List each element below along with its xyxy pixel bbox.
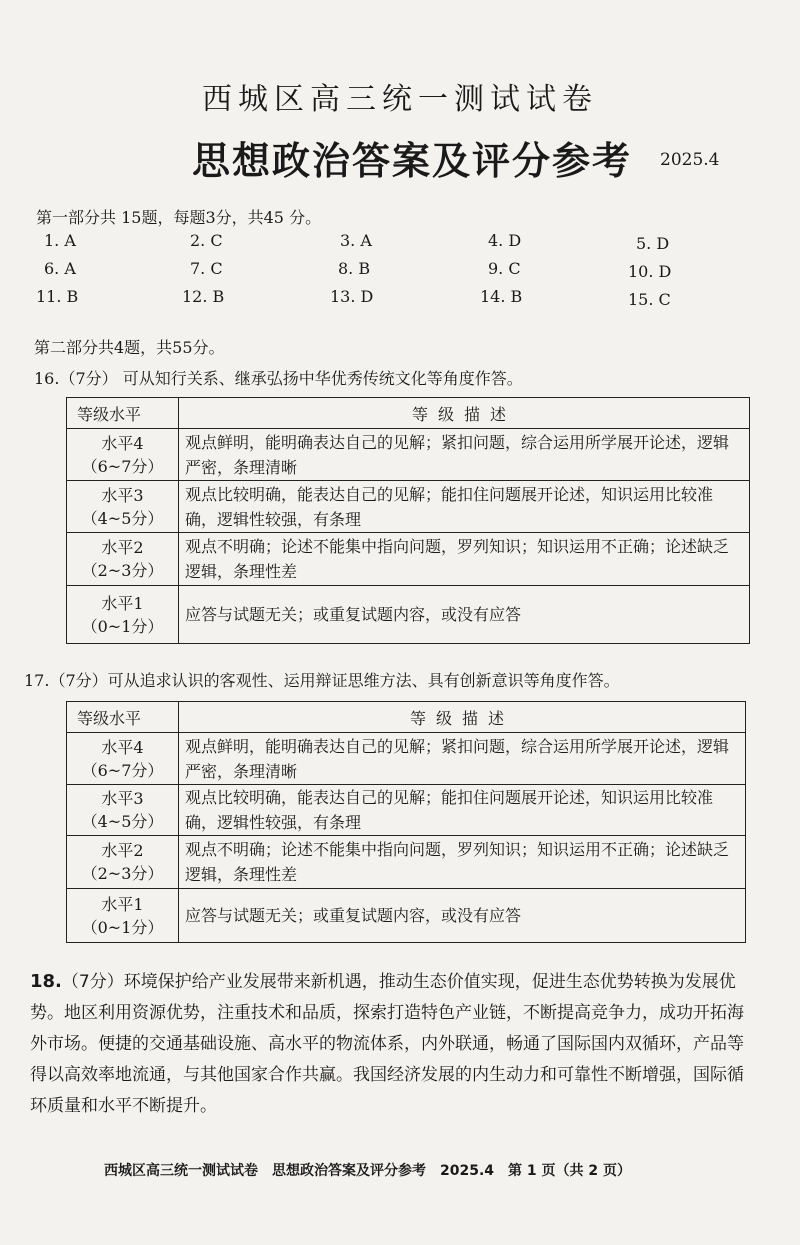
description-cell: 应答与试题无关；或重复试题内容，或没有应答: [179, 586, 750, 644]
level-score: （0~1分）: [81, 917, 164, 937]
level-name: 水平4: [101, 737, 144, 757]
exam-date: 2025.4: [660, 150, 720, 170]
answer-item: 5. D: [636, 234, 670, 253]
table-row: [67, 785, 746, 836]
answer-item: 10. D: [628, 262, 672, 281]
level-cell: [67, 481, 179, 533]
level-name: 水平4: [101, 433, 144, 453]
table-row: [67, 836, 746, 889]
answer-item: 9. C: [488, 259, 521, 278]
answer-item: 1. A: [44, 231, 76, 250]
level-cell: [67, 733, 179, 785]
level-score: （2~3分）: [81, 864, 164, 883]
table-row: [67, 533, 750, 586]
school-exam-title: 西城区高三统一测试试卷: [202, 82, 598, 117]
level-cell: [67, 586, 179, 644]
answer-item: 7. C: [190, 259, 223, 278]
level-name: 水平2: [101, 841, 144, 860]
level-score: （2~3分）: [81, 561, 164, 580]
question-18-text: （7分）环境保护给产业发展带来新机遇，推动生态价值实现，促进生态优势转换为发展优势。地区利用资源优势，注重技术和品质，探索打造特色产业链，不断提高竞争力，成功开拓海外市场。便捷的交通基础设施、高水平的物流体系，内外联通，畅通了国际国内双循环，产品等得以高效率地流通，与其他国家合作共赢。我国经济发展的内生动力和可靠性不断增强，国际循环质量和水平不断提升。: [30, 972, 744, 1116]
description-cell: 观点鲜明，能明确表达自己的见解；紧扣问题，综合运用所学展开论述，逻辑严密，条理清晰: [179, 429, 750, 481]
description-cell: 观点不明确；论述不能集中指向问题，罗列知识；知识运用不正确；论述缺乏逻辑，条理性差: [179, 533, 750, 586]
level-cell: [67, 889, 179, 943]
level-score: （4~5分）: [81, 812, 164, 831]
level-score: （0~1分）: [81, 616, 164, 636]
table-row: [67, 889, 746, 943]
description-cell: 观点比较明确，能表达自己的见解；能扣住问题展开论述，知识运用比较准确，逻辑性较强，有条理: [179, 785, 746, 836]
table-header-row: [67, 702, 746, 733]
level-name: 水平1: [101, 894, 144, 914]
column-header-description: 等级描述: [179, 398, 750, 429]
answer-item: 15. C: [628, 290, 671, 309]
page-footer: 西城区高三统一测试试卷 思想政治答案及评分参考 2025.4 第 1 页（共 2 页）: [104, 1163, 632, 1179]
answer-item: 6. A: [44, 259, 76, 278]
level-cell: [67, 429, 179, 481]
answer-item: 8. B: [338, 259, 371, 278]
description-cell: 应答与试题无关；或重复试题内容，或没有应答: [179, 889, 746, 943]
question-17-heading: 17.（7分）可从追求认识的客观性、运用辩证思维方法、具有创新意识等角度作答。: [24, 671, 620, 690]
level-name: 水平2: [101, 538, 144, 557]
question-18-answer: [30, 966, 750, 1122]
page-title: 思想政治答案及评分参考: [192, 139, 633, 183]
table-row: [67, 429, 750, 481]
level-cell: [67, 785, 179, 836]
column-header-level: 等级水平: [67, 398, 179, 429]
description-cell: 观点比较明确，能表达自己的见解；能扣住问题展开论述，知识运用比较准确，逻辑性较强，有条理: [179, 481, 750, 533]
answer-item: 4. D: [488, 231, 522, 250]
rubric-table-q16: [66, 397, 750, 644]
level-score: （4~5分）: [81, 508, 164, 528]
answer-item: 13. D: [330, 287, 374, 306]
table-row: [67, 733, 746, 785]
answer-item: 12. B: [182, 287, 225, 306]
answer-item: 2. C: [190, 231, 223, 250]
question-16-heading: 16.（7分） 可从知行关系、继承弘扬中华优秀传统文化等角度作答。: [34, 369, 523, 388]
answer-item: 14. B: [480, 287, 523, 306]
question-18-number: 18.: [30, 971, 62, 992]
level-cell: [67, 836, 179, 889]
table-header-row: [67, 398, 750, 429]
level-cell: [67, 533, 179, 586]
answer-item: 11. B: [36, 287, 79, 306]
column-header-level: 等级水平: [67, 702, 179, 733]
rubric-table-q17: [66, 701, 746, 943]
description-cell: 观点鲜明，能明确表达自己的见解；紧扣问题，综合运用所学展开论述，逻辑严密，条理清晰: [179, 733, 746, 785]
answer-item: 3. A: [340, 231, 372, 250]
table-row: [67, 586, 750, 644]
column-header-description: 等级描述: [179, 702, 746, 733]
part1-intro: 第一部分共 15题，每题3分，共45 分。: [36, 208, 322, 227]
level-score: （6~7分）: [81, 456, 164, 476]
description-cell: 观点不明确；论述不能集中指向问题，罗列知识；知识运用不正确；论述缺乏逻辑，条理性差: [179, 836, 746, 889]
level-name: 水平1: [101, 593, 144, 613]
level-score: （6~7分）: [81, 760, 164, 780]
table-row: [67, 481, 750, 533]
level-name: 水平3: [101, 789, 144, 808]
level-name: 水平3: [101, 485, 144, 505]
part2-intro: 第二部分共4题，共55分。: [34, 338, 225, 357]
